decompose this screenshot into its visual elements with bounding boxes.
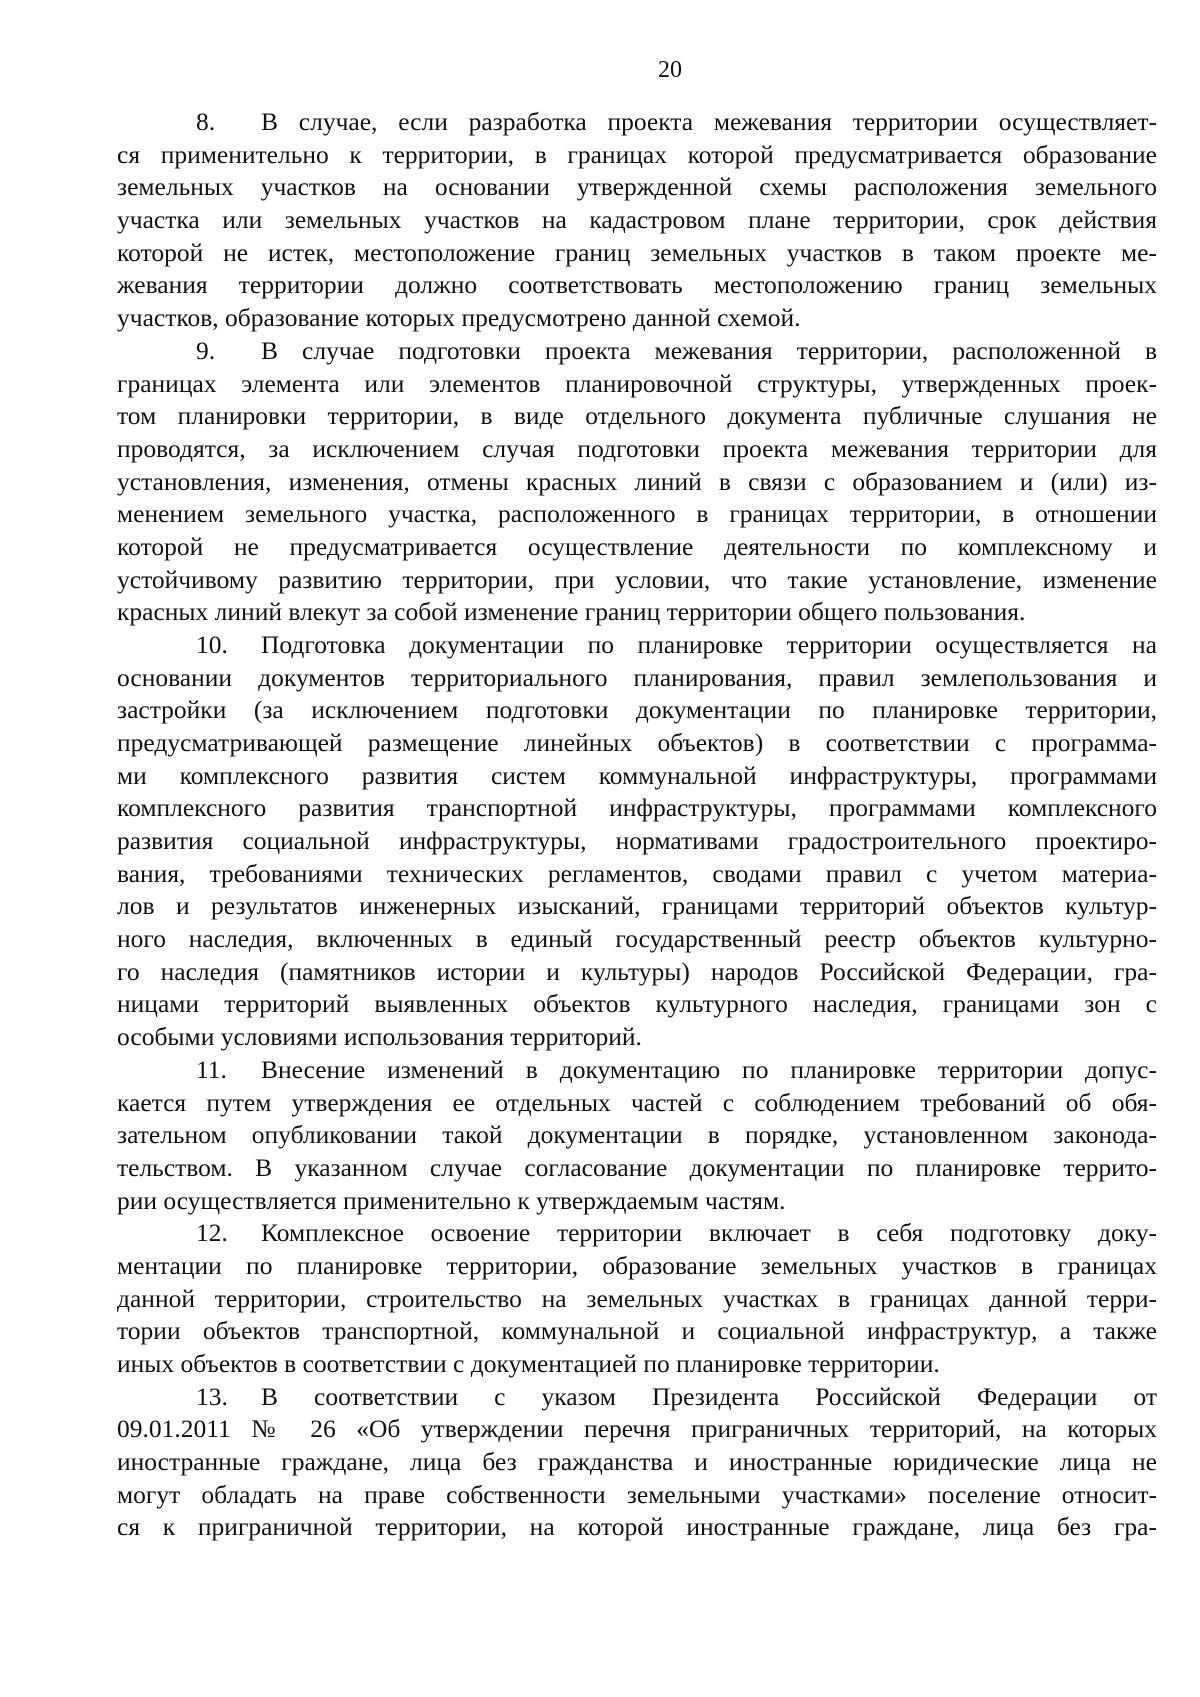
paragraph-8-line-2: ся применительно к территории, в границах которой предусматривается образование — [117, 140, 1157, 169]
paragraph-11-line-4: тельством. В указанном случае согласование документации по планировке террито- — [117, 1153, 1157, 1182]
page-number: 20 — [658, 57, 682, 83]
paragraph-8-line-6: жевания территории должно соответствовать местоположению границ земельных — [117, 270, 1157, 299]
paragraph-10-line-6: комплексного развития транспортной инфраструктуры, программами комплексного — [117, 793, 1157, 822]
paragraph-12-number: 12. — [196, 1218, 228, 1247]
paragraph-10-line-11: го наследия (памятников истории и культуры) народов Российской Федерации, гра- — [117, 957, 1157, 986]
paragraph-9-line-9: красных линий влекут за собой изменение границ территории общего пользования. — [117, 597, 1026, 626]
paragraph-12-line-1: 12. Комплексное освоение территории включает в себя подготовку доку- — [196, 1217, 1157, 1250]
paragraph-13-line-4: могут обладать на праве собственности земельными участками» поселение относит- — [117, 1480, 1157, 1509]
paragraph-11-line-2: кается путем утверждения ее отдельных частей с соблюдением требований об обя- — [117, 1088, 1157, 1117]
paragraph-12-line-5: иных объектов в соответствии с документацией по планировке территории. — [117, 1349, 940, 1378]
paragraph-13-line-2: 09.01.2011 № 26 «Об утверждении перечня приграничных территорий, на которых — [117, 1414, 1157, 1443]
paragraph-10-line-9: лов и результатов инженерных изысканий, границами территорий объектов культур- — [117, 891, 1157, 920]
paragraph-9-line-8: устойчивому развитию территории, при условии, что такие установление, изменение — [117, 565, 1157, 594]
paragraph-13-line-3: иностранные граждане, лица без гражданства и иностранные юридические лица не — [117, 1447, 1157, 1476]
paragraph-9-number: 9. — [196, 336, 216, 365]
paragraph-8-line-1: 8. В случае, если разработка проекта межевания территории осуществляет- — [196, 106, 1157, 139]
paragraph-8-line-4: участка или земельных участков на кадастровом плане территории, срок действия — [117, 205, 1157, 234]
paragraph-11-line-1: 11. Внесение изменений в документацию по планировке территории допус- — [196, 1054, 1157, 1087]
paragraph-9-line-1: 9. В случае подготовки проекта межевания территории, расположенной в — [196, 335, 1157, 368]
paragraph-8-line-7: участков, образование которых предусмотрено данной схемой. — [117, 303, 801, 332]
paragraph-10-line-10: ного наследия, включенных в единый государственный реестр объектов культурно- — [117, 924, 1157, 953]
paragraph-10-line-3: застройки (за исключением подготовки документации по планировке территории, — [117, 695, 1157, 724]
paragraph-10-line-2: основании документов территориального планирования, правил землепользования и — [117, 663, 1157, 692]
paragraph-10-number: 10. — [196, 630, 228, 659]
paragraph-9-line-6: менением земельного участка, расположенного в границах территории, в отношении — [117, 499, 1157, 528]
paragraph-9-line-5: установления, изменения, отмены красных линий в связи с образованием и (или) из- — [117, 467, 1157, 496]
paragraph-10-line-1: 10. Подготовка документации по планировке территории осуществляется на — [196, 629, 1157, 662]
paragraph-8-number: 8. — [196, 107, 216, 136]
paragraph-13-line-5: ся к приграничной территории, на которой иностранные граждане, лица без гра- — [117, 1512, 1157, 1541]
paragraph-9-line-7: которой не предусматривается осуществление деятельности по комплексному и — [117, 532, 1157, 561]
paragraph-12-line-4: тории объектов транспортной, коммунальной и социальной инфраструктур, а также — [117, 1316, 1157, 1345]
paragraph-10-line-7: развития социальной инфраструктуры, нормативами градостроительного проектиро- — [117, 826, 1157, 855]
paragraph-9-line-2: границах элемента или элементов планировочной структуры, утвержденных проек- — [117, 369, 1157, 398]
paragraph-10-line-13: особыми условиями использования территорий. — [117, 1022, 642, 1051]
paragraph-9-line-3: том планировки территории, в виде отдельного документа публичные слушания не — [117, 401, 1157, 430]
paragraph-10-line-4: предусматривающей размещение линейных объектов) в соответствии с программа- — [117, 728, 1157, 757]
paragraph-12-line-3: данной территории, строительство на земельных участках в границах данной терри- — [117, 1284, 1157, 1313]
paragraph-9-line-4: проводятся, за исключением случая подготовки проекта межевания территории для — [117, 434, 1157, 463]
paragraph-13-number: 13. — [196, 1382, 228, 1411]
paragraph-10-line-5: ми комплексного развития систем коммунальной инфраструктуры, программами — [117, 761, 1157, 790]
paragraph-8-line-5: которой не истек, местоположение границ земельных участков в таком проекте ме- — [117, 238, 1157, 267]
paragraph-11-line-3: зательном опубликовании такой документации в порядке, установленном законода- — [117, 1120, 1157, 1149]
paragraph-13-line-1: 13. В соответствии с указом Президента Российской Федерации от — [196, 1381, 1157, 1414]
paragraph-10-line-12: ницами территорий выявленных объектов культурного наследия, границами зон с — [117, 989, 1157, 1018]
paragraph-8-line-3: земельных участков на основании утвержденной схемы расположения земельного — [117, 172, 1157, 201]
paragraph-10-line-8: вания, требованиями технических регламентов, сводами правил с учетом материа- — [117, 859, 1157, 888]
paragraph-11-number: 11. — [196, 1055, 227, 1084]
paragraph-11-line-5: рии осуществляется применительно к утверждаемым частям. — [117, 1186, 786, 1215]
paragraph-12-line-2: ментации по планировке территории, образование земельных участков в границах — [117, 1251, 1157, 1280]
